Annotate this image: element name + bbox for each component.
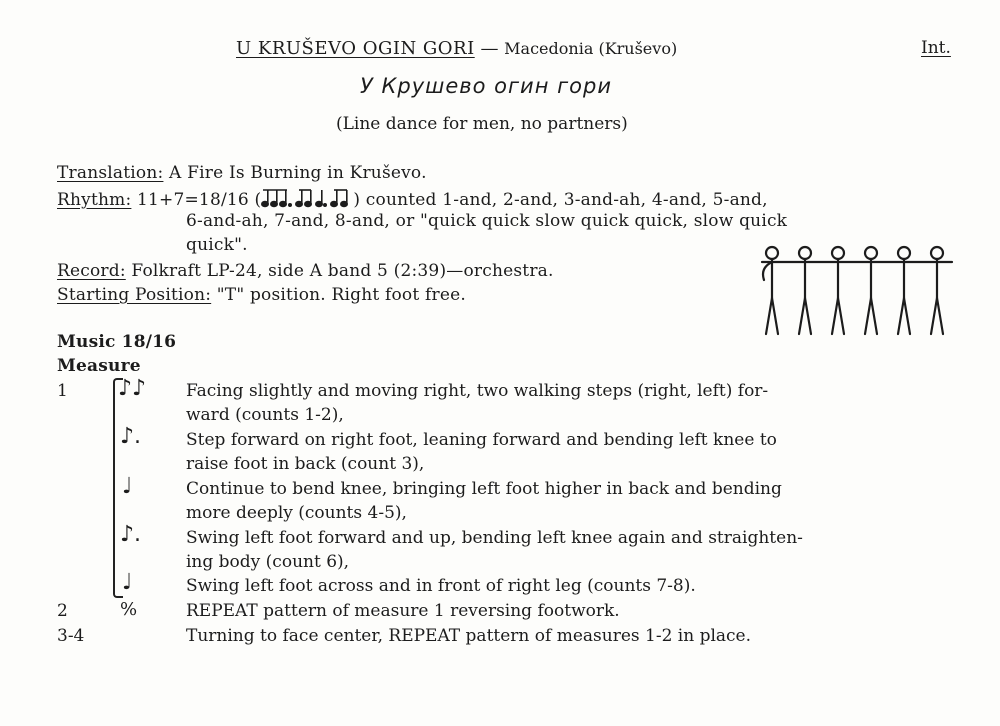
dance-title: [236, 38, 677, 59]
step-text-line: REPEAT pattern of measure 1 reversing footwork.: [186, 601, 620, 621]
rhythm-line-1: [57, 187, 768, 210]
step-text-line: Continue to bend knee, bringing left foot higher in back and bending: [186, 479, 782, 499]
starting-position-line: [57, 285, 466, 305]
record-line: [57, 261, 554, 281]
music-meter-label: Music 18/16: [57, 332, 177, 352]
dotted-eighth-note-icon: ♪.: [120, 424, 142, 449]
step-text-line: Facing slightly and moving right, two walking steps (right, left) for-: [186, 381, 769, 401]
repeat-symbol-icon: %: [120, 599, 138, 620]
measure-number: 2: [57, 601, 68, 621]
quarter-note-icon: ♩: [122, 474, 133, 499]
rhythm-notes-icon: [261, 187, 353, 209]
starting-position-value: "T" position. Right foot free.: [216, 285, 466, 305]
rhythm-line-3: quick".: [186, 235, 248, 255]
step-text-line: Swing left foot across and in front of right leg (counts 7-8).: [186, 576, 696, 596]
translation-label: Translation:: [57, 163, 164, 183]
rhythm-counts: ) counted 1-and, 2-and, 3-and-ah, 4-and, 5-and,: [353, 190, 768, 210]
record-value: Folkraft LP-24, side A band 5 (2:39)—orchestra.: [131, 261, 554, 281]
quarter-note-icon: ♩: [122, 570, 133, 595]
rhythm-label: Rhythm:: [57, 190, 132, 210]
starting-position-label: Starting Position:: [57, 285, 212, 305]
step-text-line: ward (counts 1-2),: [186, 405, 344, 425]
rhythm-formula: 11+7=18/16 (: [137, 190, 262, 210]
title-separator: —: [474, 38, 505, 59]
dancers-line-illustration: [750, 240, 960, 340]
step-text-line: more deeply (counts 4-5),: [186, 503, 407, 523]
step-text-line: raise foot in back (count 3),: [186, 454, 425, 474]
dancer-figure-6: [931, 247, 943, 334]
measure-number: 1: [57, 381, 68, 401]
record-label: Record:: [57, 261, 126, 281]
dotted-eighth-note-icon: ♪.: [120, 522, 142, 547]
cyrillic-title: У Крушево огин гори: [360, 74, 612, 98]
dancer-figure-5: [898, 247, 910, 334]
measure-number: 3-4: [57, 626, 85, 646]
step-text-line: ing body (count 6),: [186, 552, 350, 572]
step-text-line: Turning to face center, REPEAT pattern of measures 1-2 in place.: [186, 626, 752, 646]
dancer-figure-2: [799, 247, 811, 334]
rhythm-line-2: 6-and-ah, 7-and, 8-and, or "quick quick slow quick quick, slow quick: [186, 211, 788, 231]
step-text-line: Step forward on right foot, leaning forward and bending left knee to: [186, 430, 777, 450]
translation-value: A Fire Is Burning in Kruševo.: [169, 163, 427, 183]
step-text-line: Swing left foot forward and up, bending left knee again and straighten-: [186, 528, 803, 548]
level-label: Int.: [921, 38, 951, 58]
dance-subtitle: (Line dance for men, no partners): [336, 114, 628, 134]
dance-name: U KRUŠEVO OGIN GORI: [236, 38, 475, 59]
dancer-figure-3: [832, 247, 844, 334]
eighth-pair-note-icon: ♪♪: [118, 376, 147, 401]
dancer-figure-1: [763, 247, 778, 334]
measure-header: Measure: [57, 356, 141, 376]
dance-origin: Macedonia (Kruševo): [504, 39, 678, 58]
dancer-figure-4: [865, 247, 877, 334]
translation-line: [57, 163, 427, 183]
